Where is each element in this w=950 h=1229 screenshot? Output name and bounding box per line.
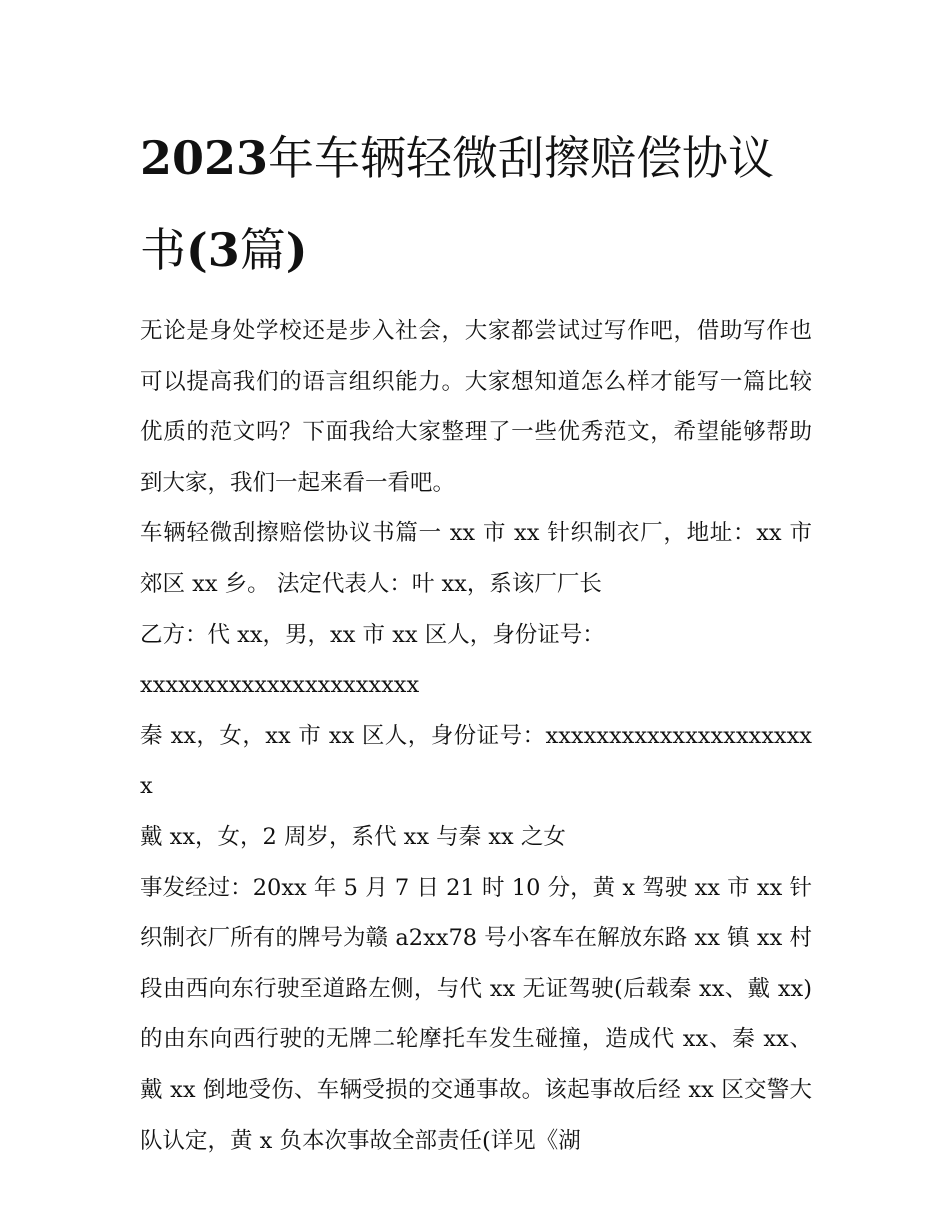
document-body <box>140 306 812 1166</box>
document-page <box>140 112 812 1166</box>
intro-paragraph: 无论是身处学校还是步入社会，大家都尝试过写作吧，借助写作也可以提高我们的语言组织能力。大家想知道怎么样才能写一篇比较优质的范文吗？下面我给大家整理了一些优秀范文，希望能够帮助到大家，我们一起来看一看吧。 <box>140 318 812 496</box>
party-b-id-number: xxxxxxxxxxxxxxxxxxxxxx <box>140 672 420 699</box>
incident-paragraph: 事发经过：20xx 年 5 月 7 日 21 时 10 分，黄 x 驾驶 xx 市 xx 针织制衣厂所有的牌号为赣 a2xx78 号小客车在解放东路 xx 镇 xx 村段由西向东行驶至道路左侧，与代 xx 无证驾驶(后载秦 xx、戴 xx)的由东向西行驶的无牌二轮摩托车发生碰撞，造成代 xx、秦 xx、戴 xx 倒地受伤、车辆受损的交通事故。该起事故后经 xx 区交警大队认定，黄 x 负本次事故全部责任(详见《湖 <box>140 874 812 1154</box>
party-b-paragraph: 乙方：代 xx，男，xx 市 xx 区人，身份证号： <box>140 621 605 648</box>
document-title: 2023年车辆轻微刮擦赔偿协议书(3篇) <box>140 131 775 277</box>
qin-paragraph: 秦 xx，女，xx 市 xx 区人，身份证号：xxxxxxxxxxxxxxxxxxxxxx <box>140 722 812 800</box>
party-a-paragraph: 车辆轻微刮擦赔偿协议书篇一 xx 市 xx 针织制衣厂，地址：xx 市郊区 xx 乡。 法定代表人：叶 xx，系该厂厂长 <box>140 520 812 597</box>
dai-paragraph: 戴 xx，女，2 周岁，系代 xx 与秦 xx 之女 <box>140 823 566 850</box>
